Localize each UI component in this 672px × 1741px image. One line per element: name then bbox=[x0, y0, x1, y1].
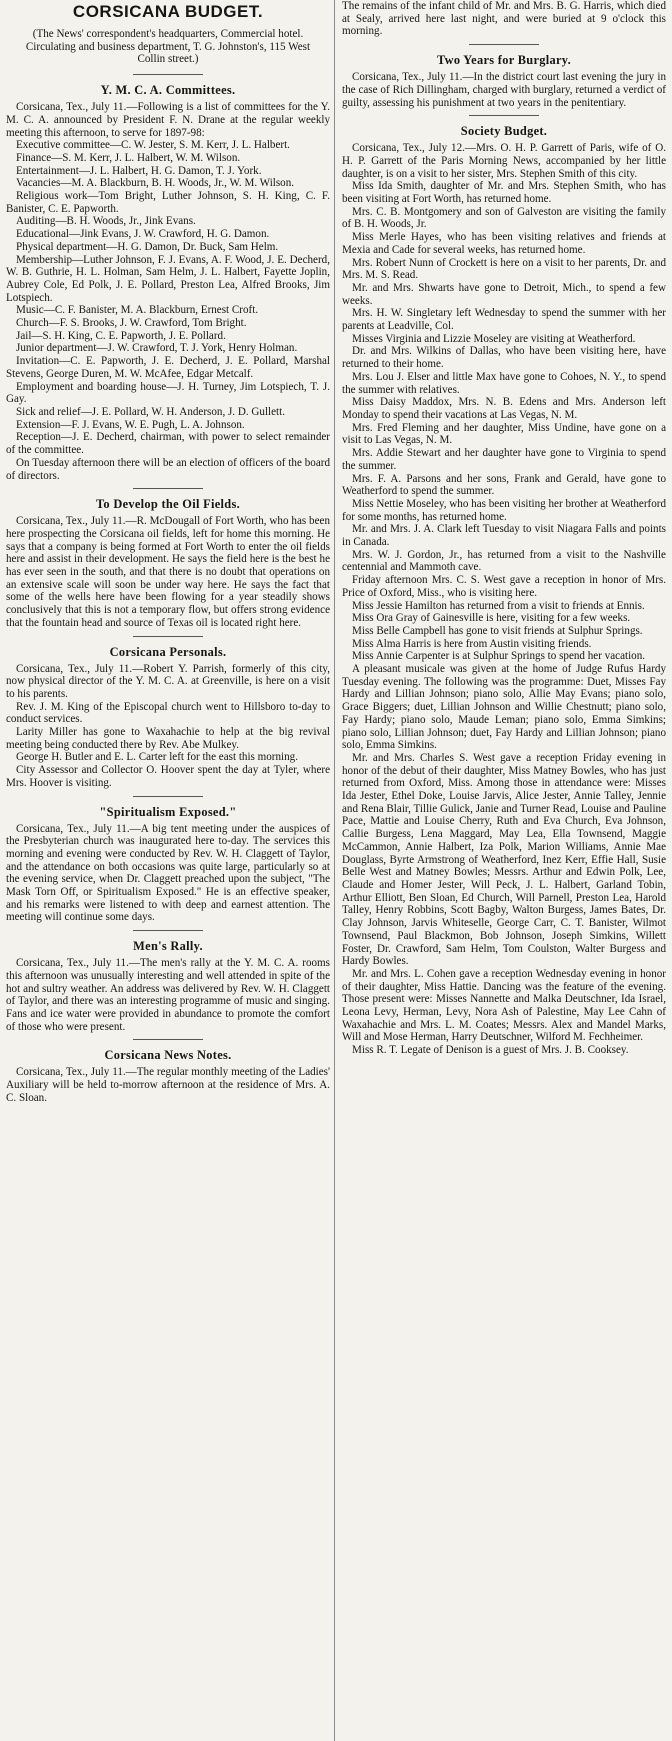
article-paragraph: Executive committee—C. W. Jester, S. M. Kerr, J. L. Halbert. bbox=[16, 139, 290, 152]
article-paragraph: Miss Annie Carpenter is at Sulphur Springs to spend her vacation. bbox=[352, 650, 646, 663]
article-paragraph: Rev. J. M. King of the Episcopal church went to Hillsboro to-day to conduct services. bbox=[6, 700, 330, 726]
article-paragraph: City Assessor and Collector O. Hoover spent the day at Tyler, where Mrs. Hoover is visiting. bbox=[6, 764, 330, 789]
left-column bbox=[6, 0, 330, 1741]
article-paragraph: Religious work—Tom Bright, Luther Johnson, S. H. King, C. F. Banister, C. E. Papworth. bbox=[6, 190, 330, 215]
masthead: CORSICANA BUDGET. bbox=[72, 2, 264, 21]
article-paragraph: Mrs. C. B. Montgomery and son of Galveston are visiting the family of B. H. Woods, Jr. bbox=[342, 205, 666, 231]
article-paragraph: Music—C. F. Banister, M. A. Blackburn, Ernest Croft. bbox=[16, 304, 259, 317]
article-paragraph: Mr. and Mrs. L. Cohen gave a reception Wednesday evening in honor of their daughter, Miss Hattie. Dancing was the feature of the evening. Those present were: Misses Nannette and Malka Deutschner, Ida Israel, Leona Levy, Herman, Levy, Nora Ash of Palestine, May Lee Cahn of Waxahachie and Mrs. L. M. Coates; Messrs. Alex and Mandel Marks, Will and Mose Herman, Harry Deutschner, Wilford M. Fechheimer. bbox=[342, 967, 666, 1044]
article-paragraph: Invitation—C. E. Papworth, J. E. Decherd, J. E. Pollard, Marshal Stevens, George Duren, M. W. McAfee, Edgar Metcalf. bbox=[6, 355, 330, 380]
article-paragraph: Extension—F. J. Evans, W. E. Pugh, L. A. Johnson. bbox=[16, 418, 245, 431]
article-paragraph: George H. Butler and E. L. Carter left for the east this morning. bbox=[16, 751, 298, 764]
divider bbox=[133, 636, 203, 637]
article bbox=[6, 645, 330, 790]
article-paragraph: Mr. and Mrs. Charles S. West gave a reception Friday evening in honor of the debut of their daughter, Miss Matney Bowles, who has just returned from Oxford, Miss. Among those in attendance were: Misses Ida Jester, Ethel Doke, Louise Jarvis, Alice Jester, Annie Talley, Jennie and Rena Blair, Tillie Gulick, Janie and Turner Read, Louise and Pauline Pace, Mattie and Louise Cherry, Ruth and Eva Church, Eva Johnson, Callie Burgess, Lena Maggard, May Lea, Ella Townsend, Maggie McCammon, Annie Halbert, Iza Polk, Marion Williams, Annie Mae Douglass, Byrte Armstrong of Weatherford, Inez Kerr, Effie Hall, Susie Belle West and Matney Bowles; Messrs. Arthur and Edwin Polk, Lee, Claude and Homer Jester, Will Peck, J. L. Halbert, Garland Tobin, Arthur Elliott, Ben Sloan, Ed Church, Will Parnell, Preston Lea, Harold Talley, Henry Robbins, Scott Bagby, Walton Burgess, James Bates, Dr. Clay Johnson, Jarvis Whiteselle, George Carr, C. T. Banister, Wilmot Townsend, Paul Blackmon, Bob Johnson, Joseph Simkins, Willett Foster, Dr. Crawford, Sam Helm, Tom Coulston, Walter Burgess and Hardy Bowles. bbox=[342, 751, 666, 968]
divider bbox=[133, 796, 203, 797]
article-paragraph: Mr. and Mrs. Shwarts have gone to Detroit, Mich., to spend a few weeks. bbox=[342, 281, 666, 307]
article-heading: Corsicana Personals. bbox=[109, 644, 227, 659]
article-paragraph: Misses Virginia and Lizzie Moseley are visiting at Weatherford. bbox=[352, 332, 636, 345]
article bbox=[6, 497, 330, 629]
article-paragraph: Mrs. Robert Nunn of Crockett is here on a visit to her parents, Dr. and Mrs. M. S. Read. bbox=[342, 256, 666, 282]
article-paragraph: Mrs. Lou J. Elser and little Max have gone to Cohoes, N. Y., to spend the summer with relatives. bbox=[342, 370, 666, 396]
correspondent-notice: (The News' correspondent's headquarters, Commercial hotel. Circulating and business department, T. G. Johnston's, 115 West Collin street.) bbox=[25, 28, 311, 66]
article-paragraph: Mrs. F. A. Parsons and her sons, Frank and Gerald, have gone to Weatherford to spend the summer. bbox=[342, 472, 666, 498]
continued-paragraph: The remains of the infant child of Mr. and Mrs. B. G. Harris, which died at Sealy, arrived here last night, and were buried at 9 o'clock this morning. bbox=[342, 0, 666, 38]
article-paragraph: Mrs. H. W. Singletary left Wednesday to spend the summer with her parents at Leadville, Col. bbox=[342, 307, 666, 333]
article-paragraph: Miss Belle Campbell has gone to visit friends at Sulphur Springs. bbox=[352, 624, 643, 637]
article-heading: Two Years for Burglary. bbox=[436, 53, 571, 68]
article-paragraph: Corsicana, Tex., July 11.—A big tent meeting under the auspices of the Presbyterian church was inaugurated here to-day. The services this morning and evening were conducted by Rev. W. H. Claggett of Taylor, and the attendance on both occasions was quite large, particularly so at the evening service, when Dr. Claggett preached upon the subject, "The Mask Torn Off, or Spiritualism Exposed." He is an effective speaker, and his remarks were listened to with deep and earnest attention. The meeting will continue some days. bbox=[6, 822, 330, 924]
article-heading: Corsicana News Notes. bbox=[104, 1048, 232, 1063]
divider bbox=[133, 1039, 203, 1040]
article-paragraph: Physical department—H. G. Damon, Dr. Buck, Sam Helm. bbox=[16, 240, 279, 253]
article-paragraph: Church—F. S. Brooks, J. W. Crawford, Tom Bright. bbox=[16, 317, 247, 330]
article-heading: To Develop the Oil Fields. bbox=[96, 497, 240, 512]
article-paragraph: Finance—S. M. Kerr, J. L. Halbert, W. M. Wilson. bbox=[16, 151, 241, 164]
article-paragraph: Miss Nettie Moseley, who has been visiting her brother at Weatherford for some months, has returned home. bbox=[342, 497, 666, 523]
right-column bbox=[342, 0, 666, 1741]
article bbox=[6, 83, 330, 482]
article-paragraph: Junior department—J. W. Crawford, T. J. York, Henry Holman. bbox=[16, 342, 298, 355]
article-paragraph: Sick and relief—J. E. Pollard, W. H. Anderson, J. D. Gullett. bbox=[16, 405, 285, 418]
divider bbox=[469, 115, 539, 116]
article bbox=[342, 53, 666, 109]
article-paragraph: Mr. and Mrs. J. A. Clark left Tuesday to visit Niagara Falls and points in Canada. bbox=[342, 523, 666, 549]
article-paragraph: Miss Ida Smith, daughter of Mr. and Mrs. Stephen Smith, who has been visiting at Fort Worth, has returned home. bbox=[342, 180, 666, 206]
article-paragraph: Vacancies—M. A. Blackburn, B. H. Woods, Jr., W. M. Wilson. bbox=[16, 177, 295, 190]
right-articles bbox=[342, 44, 666, 1057]
article-paragraph: Miss R. T. Legate of Denison is a guest of Mrs. J. B. Cooksey. bbox=[352, 1044, 629, 1057]
article-paragraph: Corsicana, Tex., July 12.—Mrs. O. H. P. Garrett of Paris, wife of O. H. P. Garrett of the Paris Morning News, accompanied by her little daughter, is on a visit to her sister, Mrs. Stephen Smith of this city. bbox=[342, 142, 666, 180]
article-paragraph: Corsicana, Tex., July 11.—R. McDougall of Fort Worth, who has been here prospecting the Corsicana oil fields, left for home this morning. He says that a company is being formed at Fort Worth to enter the oil fields here and assist in their development. He says the field here is the best he has ever seen in the south, and that there is no doubt that operations on an extensive scale will soon be under way here. He says the fact that some of the wells here have been flowing for a year steadily shows conclusively that this is not a temporary flow, but offers strong evidence that the fountain head and source of Texas oil is located right here. bbox=[6, 515, 330, 629]
article bbox=[6, 805, 330, 925]
article-heading: Y. M. C. A. Committees. bbox=[100, 83, 236, 98]
article-paragraph: Reception—J. E. Decherd, chairman, with power to select remainder of the committee. bbox=[6, 431, 330, 457]
article bbox=[342, 124, 666, 1057]
article-paragraph: Auditing—B. H. Woods, Jr., Jink Evans. bbox=[16, 215, 196, 228]
article-paragraph: Miss Daisy Maddox, Mrs. N. B. Edens and Mrs. Anderson left Monday to spend their vacations at Las Vegas, N. M. bbox=[342, 396, 666, 421]
article-paragraph: Mrs. Fred Fleming and her daughter, Miss Undine, have gone on a visit to Las Vegas, N. M. bbox=[342, 421, 666, 447]
article-paragraph: Miss Ora Gray of Gainesville is here, visiting for a few weeks. bbox=[352, 612, 631, 625]
article-paragraph: A pleasant musicale was given at the home of Judge Rufus Hardy Tuesday evening. The following was the programme: Duet, Misses Fay Hardy and Lillian Johnson; piano solo, Allie May Evans; piano solo, Grace Biggers; duet, Lillian Johnson and Willie Chestnutt; piano solo, Fay Hardy; piano solo, Maude Leman; piano solo, Emma Simkins; piano solo, Lillian Johnson; duet, Fay Hardy and Lillian Johnson; piano solo, Emma Simkins. bbox=[342, 663, 666, 752]
column-rule bbox=[334, 0, 335, 1741]
article-paragraph: Membership—Luther Johnson, F. J. Evans, A. F. Wood, J. E. Decherd, W. B. Guthrie, H. L. Holman, Sam Helm, J. L. Halbert, Fayette Joplin, Aubrey Cole, Ed Polk, J. E. Pollard, Preston Lea, Alfred Brooks, Jim Lotspiech. bbox=[6, 253, 330, 304]
article-paragraph: Miss Jessie Hamilton has returned from a visit to friends at Ennis. bbox=[352, 599, 645, 612]
article-paragraph: Miss Merle Hayes, who has been visiting relatives and friends at Mexia and Cade for several weeks, has returned home. bbox=[342, 231, 666, 256]
divider bbox=[133, 930, 203, 931]
divider bbox=[133, 488, 203, 489]
article-paragraph: Corsicana, Tex., July 11.—Following is a list of committees for the Y. M. C. A. announced by President F. N. Drane at the regular weekly meeting this afternoon, to serve for 1897-98: bbox=[6, 101, 330, 139]
article-paragraph: On Tuesday afternoon there will be an election of officers of the board of directors. bbox=[6, 456, 330, 482]
article bbox=[6, 939, 330, 1033]
article-heading: Men's Rally. bbox=[133, 939, 203, 954]
article-paragraph: Corsicana, Tex., July 11.—In the district court last evening the jury in the case of Rich Dillingham, charged with burglary, returned a verdict of guilty, assessing his punishment at two years in the penitentiary. bbox=[342, 71, 666, 109]
article-paragraph: Dr. and Mrs. Wilkins of Dallas, who have been visiting here, have returned to their home. bbox=[342, 345, 666, 371]
article-paragraph: Friday afternoon Mrs. C. S. West gave a reception in honor of Mrs. Price of Oxford, Miss., who is visiting here. bbox=[342, 574, 666, 599]
article-paragraph: Miss Alma Harris is here from Austin visiting friends. bbox=[352, 637, 592, 650]
article-paragraph: Educational—Jink Evans, J. W. Crawford, H. G. Damon. bbox=[16, 228, 270, 241]
article-paragraph: Corsicana, Tex., July 11.—Robert Y. Parrish, formerly of this city, now physical director of the Y. M. C. A. at Greenville, is here on a visit to his parents. bbox=[6, 662, 330, 700]
article-paragraph: Entertainment—J. L. Halbert, H. G. Damon, T. J. York. bbox=[16, 164, 262, 177]
article-paragraph: Employment and boarding house—J. H. Turney, Jim Lotspiech, T. J. Gay. bbox=[6, 380, 330, 406]
article bbox=[6, 1048, 330, 1104]
article-paragraph: Jail—S. H. King, C. E. Papworth, J. E. Pollard. bbox=[16, 329, 226, 342]
article-paragraph: Larity Miller has gone to Waxahachie to help at the big revival meeting being conducted there by Rev. Abe Mulkey. bbox=[6, 726, 330, 751]
article-paragraph: Mrs. W. J. Gordon, Jr., has returned from a visit to the Nashville centennial and Mammoth cave. bbox=[342, 548, 666, 574]
article-heading: "Spiritualism Exposed." bbox=[99, 804, 237, 819]
divider bbox=[133, 74, 203, 75]
article-paragraph: Corsicana, Tex., July 11.—The men's rally at the Y. M. C. A. rooms this afternoon was unusually interesting and well attended in spite of the hot and sultry weather. An address was delivered by Rev. W. H. Claggett of Taylor, and there was an interesting programme of music and singing. Fans and ice water were provided in abundance to promote the comfort of those who were present. bbox=[6, 957, 330, 1033]
article-heading: Society Budget. bbox=[460, 124, 548, 139]
article-paragraph: Mrs. Addie Stewart and her daughter have gone to Virginia to spend the summer. bbox=[342, 447, 666, 472]
left-articles bbox=[6, 83, 330, 1104]
divider bbox=[469, 44, 539, 45]
article-paragraph: Corsicana, Tex., July 11.—The regular monthly meeting of the Ladies' Auxiliary will be held to-morrow afternoon at the residence of Mrs. A. C. Sloan. bbox=[6, 1066, 330, 1104]
